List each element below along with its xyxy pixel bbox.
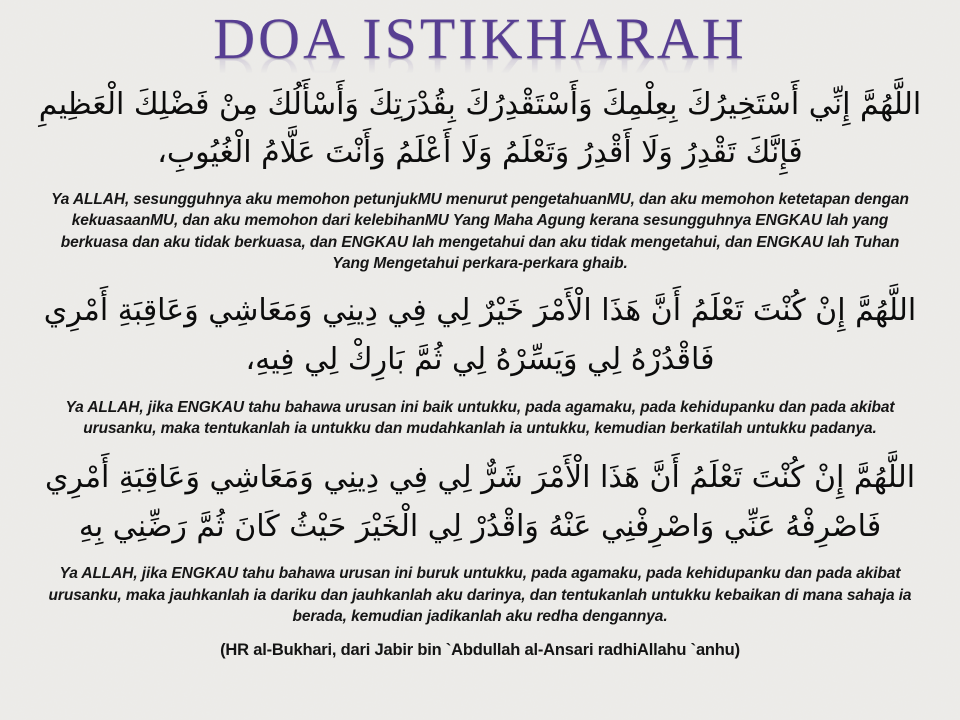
page-title: DOA ISTIKHARAH	[213, 6, 747, 71]
arabic-dua-section-2: اللَّهُمَّ إِنْ كُنْتَ تَعْلَمُ أَنَّ هَذَا الْأَمْرَ خَيْرٌ لِي فِي دِينِي وَمَعَاشِي وَعَاقِبَةِ أَمْرِي فَاقْدُرْهُ لِي وَيَسِّرْهُ لِي ثُمَّ بَارِكْ لِي فِيهِ،	[43, 293, 917, 377]
hadith-citation: (HR al-Bukhari, dari Jabir bin `Abdullah al-Ansari radhiAllahu `anhu)	[220, 640, 740, 659]
malay-translation-section-2: Ya ALLAH, jika ENGKAU tahu bahawa urusan ini baik untukku, pada agamaku, pada kehidupanku dan pada akibat urusanku, maka tentukanlah ia untukku dan mudahkanlah ia untukku, kemudian berkatilah untukku padanya.	[65, 398, 895, 437]
malay-translation-section-3: Ya ALLAH, jika ENGKAU tahu bahawa urusan ini buruk untukku, pada agamaku, pada kehidupanku dan pada akibat urusanku, maka jauhkanlah ia dariku dan jauhkanlah aku darinya, dan tentukanlah untukku kebaikan di mana sahaja ia berada, kemudian jadikanlah aku redha dengannya.	[48, 565, 912, 626]
arabic-dua-section-1: اللَّهُمَّ إِنِّي أَسْتَخِيرُكَ بِعِلْمِكَ وَأَسْتَقْدِرُكَ بِقُدْرَتِكَ وَأَسْأَلُكَ مِنْ فَضْلِكَ الْعَظِيمِ فَإِنَّكَ تَقْدِرُ وَلَا أَقْدِرُ وَتَعْلَمُ وَلَا أَعْلَمُ وَأَنْتَ عَلَّامُ الْغُيُوبِ،	[38, 86, 922, 171]
malay-translation-section-1: Ya ALLAH, sesungguhnya aku memohon petunjukMU menurut pengetahuanMU, dan aku memohon ketetapan dengan kekuasaanMU, dan aku memohon dari kelebihanMU Yang Maha Agung kerana sesungguhnya ENGKAU lah yang berkuasa dan aku tidak berkuasa, dan ENGKAU lah mengetahui dan aku tidak mengetahui, dan ENGKAU lah Tuhan Yang Mengetahui perkara-perkara ghaib.	[51, 190, 909, 272]
arabic-dua-section-3: اللَّهُمَّ إِنْ كُنْتَ تَعْلَمُ أَنَّ هَذَا الْأَمْرَ شَرٌّ لِي فِي دِينِي وَمَعَاشِي وَعَاقِبَةِ أَمْرِي فَاصْرِفْهُ عَنِّي وَاصْرِفْنِي عَنْهُ وَاقْدُرْ لِي الْخَيْرَ حَيْثُ كَانَ ثُمَّ رَضِّنِي بِهِ	[44, 460, 916, 544]
